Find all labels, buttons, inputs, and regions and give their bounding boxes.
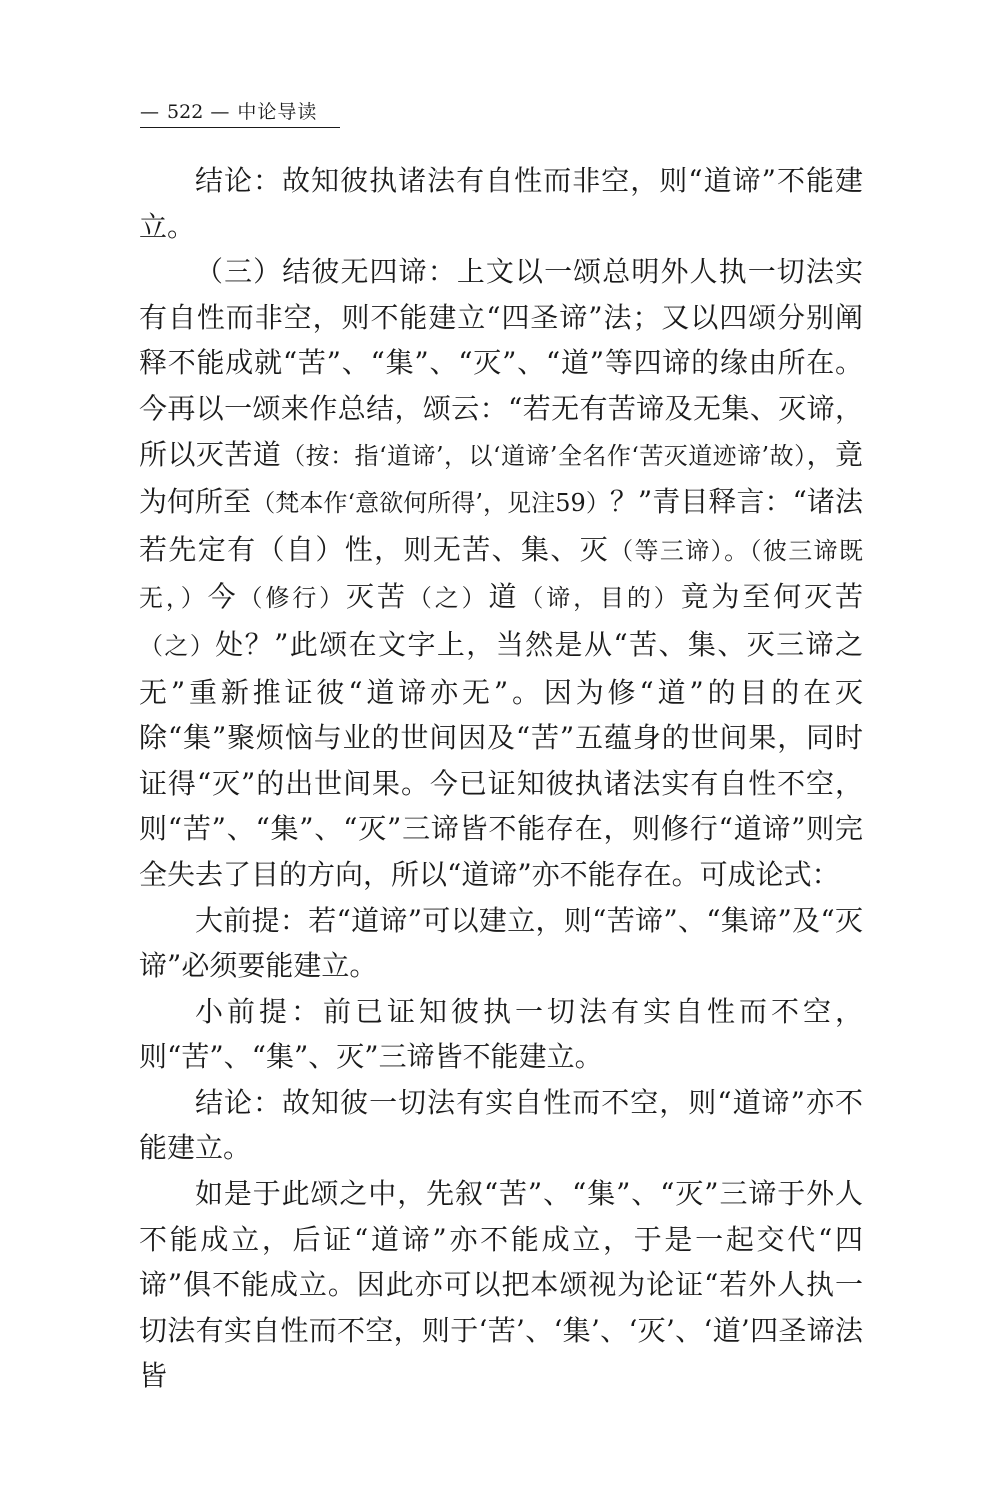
- annotation: （修行）: [238, 584, 347, 613]
- annotation: （等三谛）。（彼三谛既无，）: [139, 536, 863, 613]
- paragraph-conclusion-2: 结论：故知彼一切法有实自性而不空，则“道谛”亦不能建立。: [139, 1085, 863, 1165]
- annotation: ）: [585, 489, 610, 518]
- body-text: [139, 158, 863, 1399]
- header-rule: [140, 127, 340, 128]
- text-run: 处？”此颂在文字上，当然是从“苦、集、灭三谛之无”重新推证彼“道谛亦无”。因为修“道”的目的在灭除“集”聚烦恼与业的世间因及“苦”五蕴身的世间果，同时证得“灭”的出世间果。今已证知彼执诸法实有自性不空，则“苦”、“集”、“灭”三谛皆不能存在，则修行“道谛”则完全失去了目的方向，所以“道谛”亦不能存在。可成论式：: [139, 627, 863, 891]
- paragraph-conclusion-1: 结论：故知彼执诸法有自性而非空，则“道谛”不能建立。: [139, 164, 863, 243]
- text-run: ？”青目释言：“诸法若先定有: [139, 485, 863, 566]
- annotation: （自）: [256, 532, 345, 566]
- paragraph-summary: 如是于此颂之中，先叙“苦”、“集”、“灭”三谛于外人不能成立，后证“道谛”亦不能成立，于是一起交代“四谛”俱不能成立。因此亦可以把本颂视为论证“若外人执一切法有实自性而不空，则于‘苦’、‘集’、‘灭’、‘道’四圣谛法皆: [139, 1177, 863, 1393]
- footnote-ref: 59: [555, 489, 586, 518]
- paragraph-major-premise: 大前提：若“道谛”可以建立，则“苦谛”、“集谛”及“灭谛”必须要能建立。: [139, 903, 863, 983]
- annotation: （之）: [407, 584, 489, 613]
- book-title: 中论导读: [237, 101, 318, 123]
- annotation: （谛，目的）: [519, 584, 681, 613]
- annotation: （按：指‘道谛’，以‘道谛’全名作‘苦灭道迹谛’故）: [281, 441, 807, 470]
- running-head: [140, 100, 350, 124]
- paragraph-minor-premise: 小前提：前已证知彼执一切法有实自性而不空，则“苦”、“集”、灭”三谛皆不能建立。: [139, 994, 863, 1074]
- annotation: （之）: [139, 631, 216, 660]
- text-run: （三）结彼无四谛：上文以一颂总明外人执一切法实有自性而非空，则不能建立“四圣谛”法；又以四颂分别阐释不能成就“苦”、“集”、“灭”、“道”等四谛的缘由所在。今再以一颂来作总结，颂云：“若无有苦谛及无集、灭谛，所以灭苦道: [139, 255, 863, 471]
- annotation: （梵本作‘意欲何所得’，见注: [251, 489, 556, 518]
- paragraph-main: [139, 249, 863, 897]
- header-dash-left: —: [140, 101, 160, 123]
- text-run: 竟为至何灭苦: [680, 580, 863, 614]
- text-run: 灭苦: [346, 580, 408, 614]
- text-run: ，竟为何所至: [139, 437, 863, 519]
- header-dash-right: —: [210, 101, 231, 123]
- text-run: 今: [207, 580, 239, 614]
- text-run: 性，则无苦、集、灭: [344, 532, 610, 566]
- text-run: 道: [488, 580, 520, 614]
- page-number: 522: [167, 101, 204, 123]
